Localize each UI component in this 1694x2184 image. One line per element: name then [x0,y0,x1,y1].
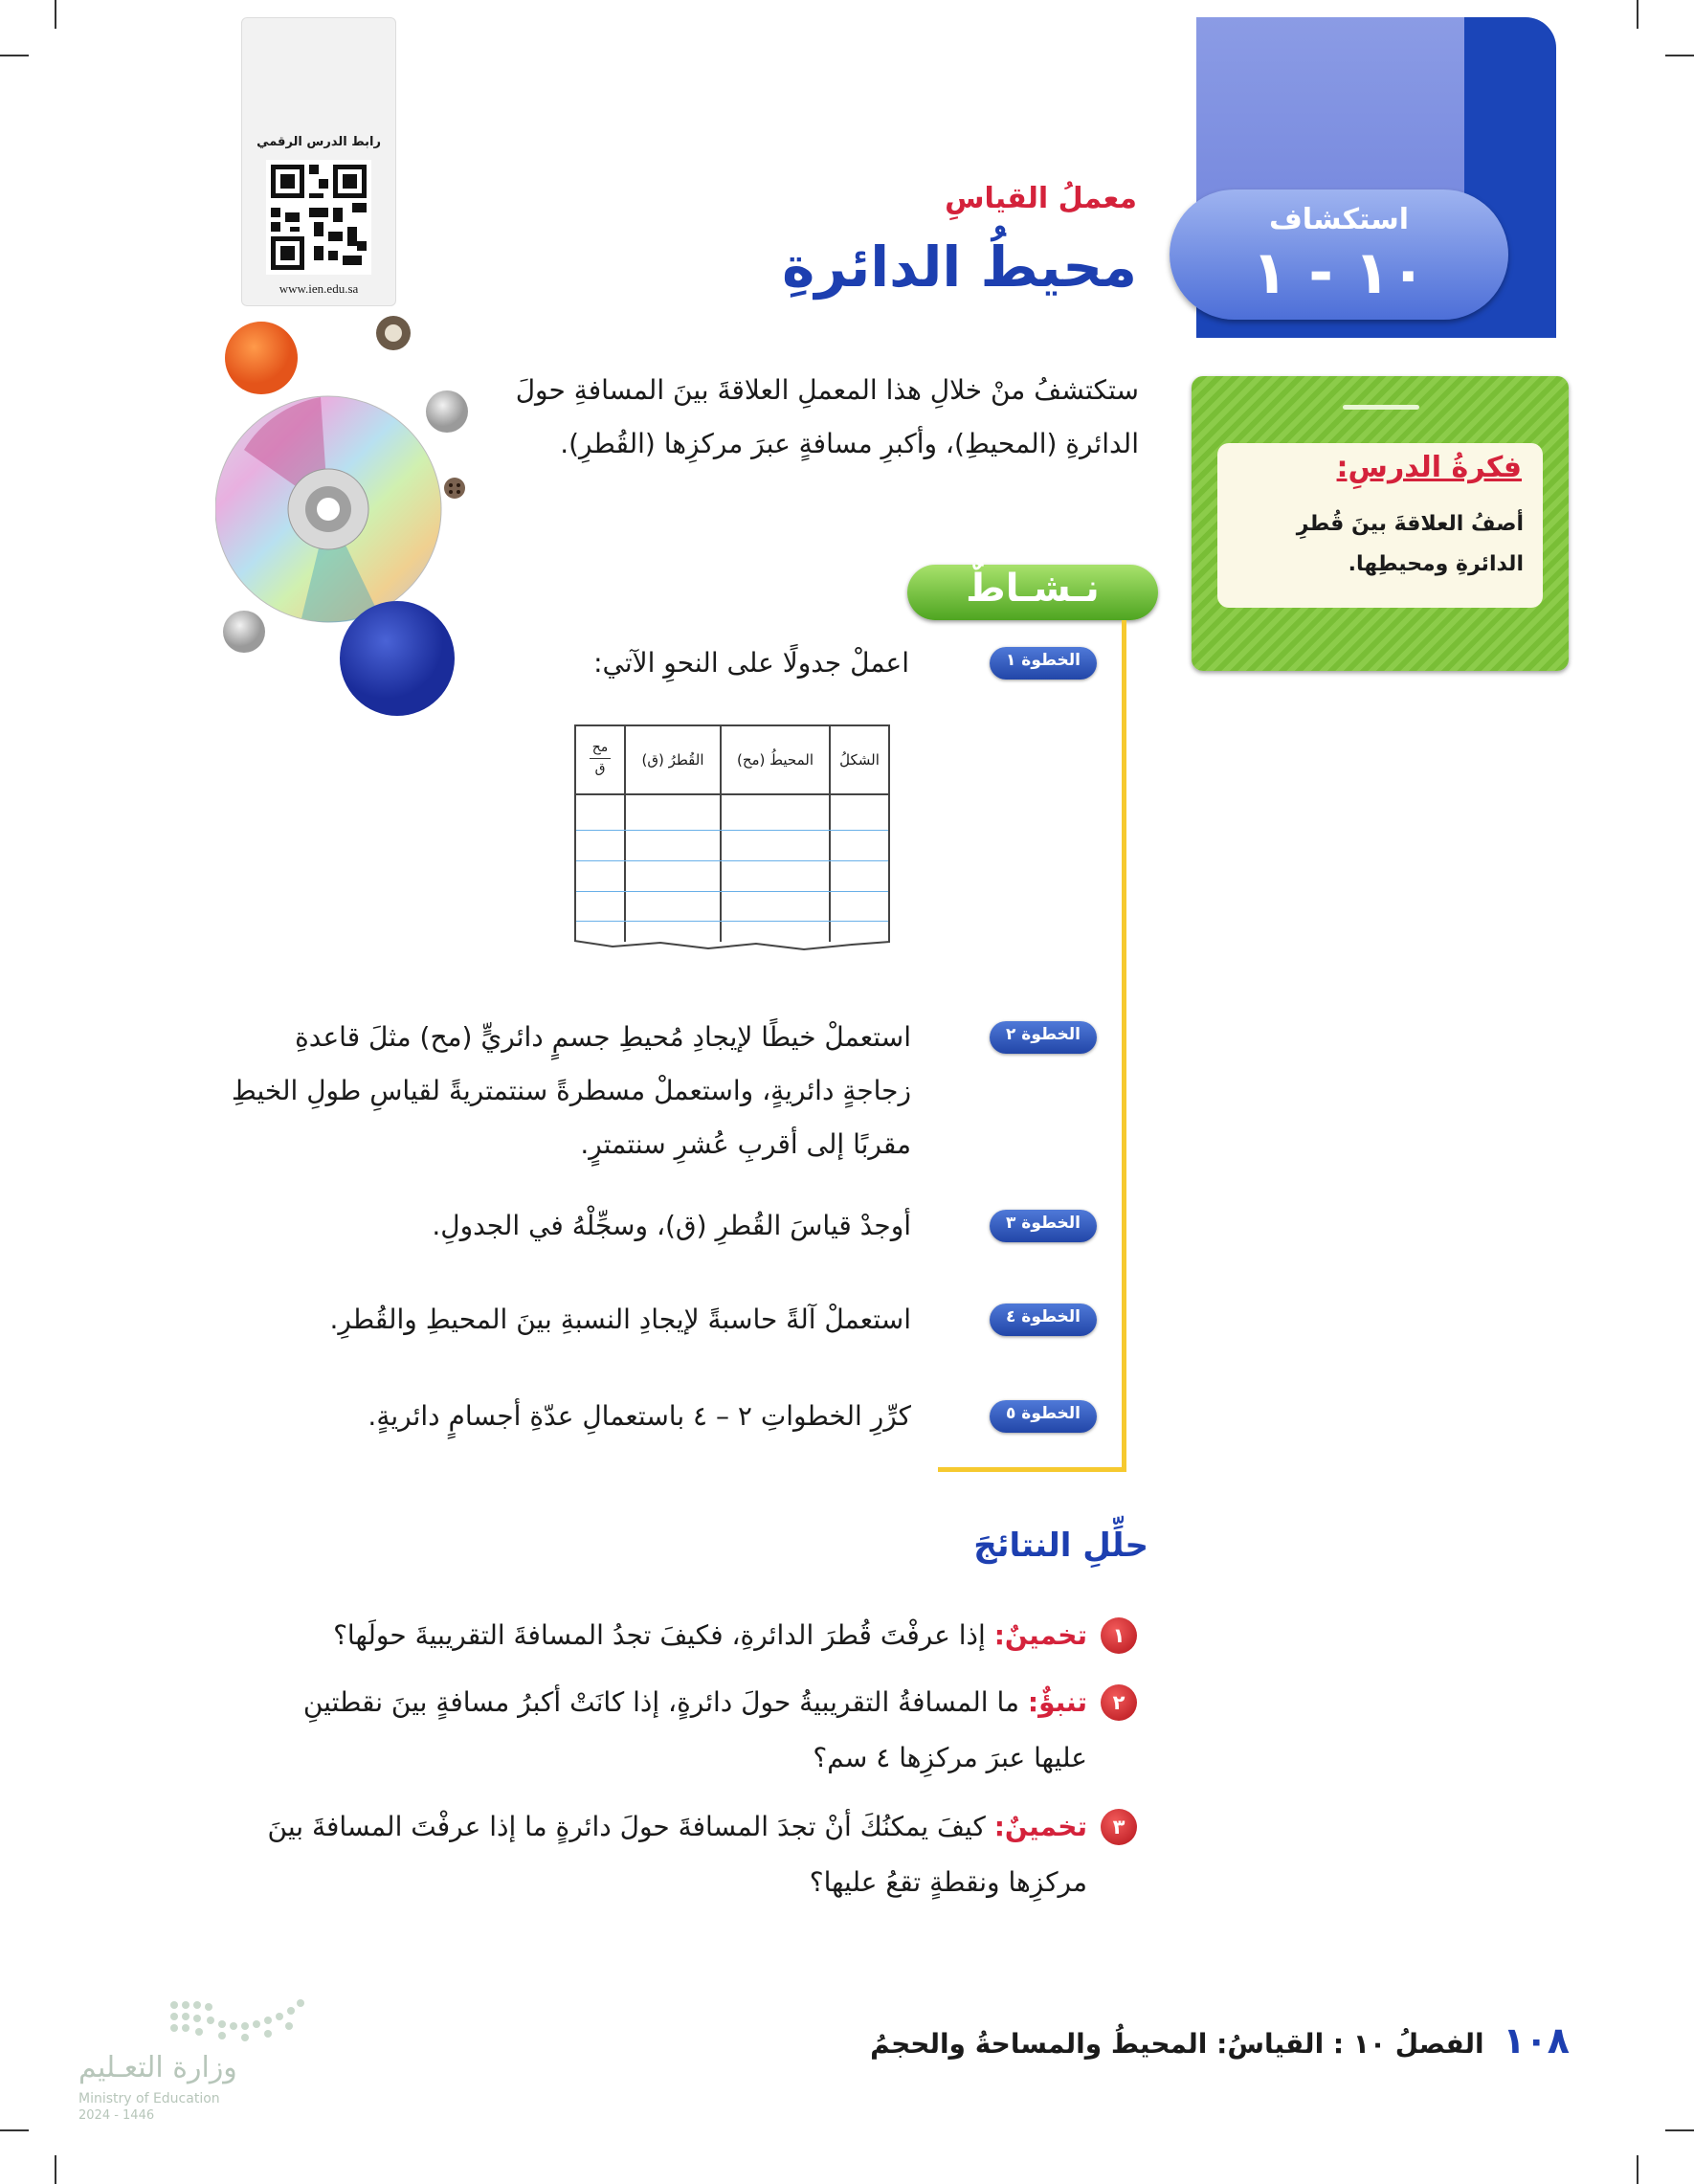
ratio-denominator: ق [594,761,606,776]
question-3-number: ٣ [1101,1809,1137,1845]
data-table [574,724,890,942]
activity-border [938,1467,1126,1472]
lesson-idea-card [1192,376,1569,671]
table-header-ratio [576,726,624,793]
ministry-logo [78,1995,251,2123]
crop-mark [1637,2155,1638,2184]
lesson-subtitle: معملُ القياسِ [945,182,1137,215]
crop-mark [1665,2129,1694,2131]
crop-mark [55,2155,56,2184]
ministry-dots-icon [165,1995,308,2043]
question-3-text: كيفَ يمكنُكَ أنْ تجدَ المسافةَ حولَ دائرةٍ ما إذا عرفْتَ المسافةَ بينَ مركزِها ونقطةٍ تقعُ عليها؟ [267,1811,1087,1898]
qr-caption: رابط الدرس الرقمي [256,135,381,149]
question-2-text: ما المسافةُ التقريبيةُ حولَ دائرةٍ، إذا كانَتْ أكبرُ مسافةٍ بينَ نقطتينِ عليها عبرَ مركزِها ٤ سم؟ [302,1686,1087,1773]
question-1-key: تخمينٌ: [993,1619,1087,1651]
qr-code-icon [266,160,371,275]
question-2-key: تنبؤٌ: [1027,1686,1087,1718]
step-2-text: استعملْ خيطًا لإيجادِ مُحيطِ جسمٍ دائريٍّ (مح) مثلَ قاعدةِ زجاجةٍ دائريةٍ، واستعملْ مسطرةً سنتمتريةً لقياسِ طولِ الخيطِ مقربًا إلى أقربِ عُشرِ سنتمترٍ. [231,1021,911,1160]
step-4-text: استعملْ آلةً حاسبةً لإيجادِ النسبةِ بينَ المحيطِ والقُطرِ. [329,1304,911,1335]
lesson-idea-text: أصفُ العلاقةَ بينَ قُطرِ الدائرةِ ومحيطِها. [1296,512,1524,576]
step-5-badge: الخطوة ٥ [990,1400,1097,1433]
step-1-badge: الخطوة ١ [990,647,1097,680]
chapter-title: الفصلُ ١٠ : القياسُ: المحيطُ والمساحةُ والحجمُ [870,2028,1484,2060]
step-2-badge: الخطوة ٢ [990,1021,1097,1054]
ministry-year: 2024 - 1446 [78,2108,155,2123]
question-3-key: تخمينٌ: [993,1811,1087,1842]
cd-buttons-illustration [215,306,502,737]
step-1-text: اعملْ جدولًا على النحوِ الآتي: [593,647,909,679]
question-3 [258,1799,1087,1910]
step-3-text: أوجدْ قياسَ القُطرِ (ق)، وسجِّلْهُ في الجدولِ. [432,1210,911,1241]
crop-mark [1637,0,1638,29]
activity-badge [907,565,1158,620]
table-header-diameter: القُطرُ (ق) [641,751,704,769]
activity-label: نـشـاطٌ [966,567,1100,611]
page-number: ١٠٨ [1503,2019,1570,2061]
crop-mark [0,2129,29,2131]
step-4-badge: الخطوة ٤ [990,1304,1097,1336]
question-1-text: إذا عرفْتَ قُطرَ الدائرةِ، فكيفَ تجدُ المسافةَ التقريبيةَ حولَها؟ [333,1619,994,1651]
crop-mark [0,55,29,56]
intro-paragraph: ستكتشفُ منْ خلالِ هذا المعملِ العلاقةَ بينَ المسافةِ حولَ الدائرةِ (المحيطِ)، وأكبرِ مسافةٍ عبرَ مركزِها (القُطرِ). [515,374,1139,459]
crop-mark [1665,55,1694,56]
step-3-badge: الخطوة ٣ [990,1210,1097,1242]
lesson-idea-title: فكرةُ الدرسِ: [1336,451,1522,484]
activity-border [1122,620,1126,1472]
explore-number: ١٠ - ١ [1251,237,1427,307]
explore-label: استكشاف [1268,203,1410,236]
crop-mark [55,0,56,29]
explore-badge [1170,189,1508,320]
step-5-text: كرِّرِ الخطواتِ ٢ – ٤ باستعمالِ عدّةِ أجسامٍ دائريةٍ. [368,1400,911,1432]
table-header-shape: الشكلُ [839,751,880,769]
table-header-circumference: المحيطُ (مح) [736,751,814,769]
question-2-number: ٢ [1101,1684,1137,1721]
ministry-name-en: Ministry of Education [78,2091,220,2106]
analysis-title: حلِّلِ النتائجَ [973,1527,1148,1565]
lesson-title: محيطُ الدائرةِ [782,234,1137,300]
ratio-numerator: مح [591,740,609,755]
question-1 [258,1608,1087,1663]
question-2 [258,1675,1087,1786]
ministry-name-ar: وزارة التعـليم [78,2051,237,2084]
qr-url[interactable]: www.ien.edu.sa [279,281,359,296]
qr-card[interactable] [241,17,396,306]
question-1-number: ١ [1101,1617,1137,1654]
page-footer [870,2019,1570,2061]
